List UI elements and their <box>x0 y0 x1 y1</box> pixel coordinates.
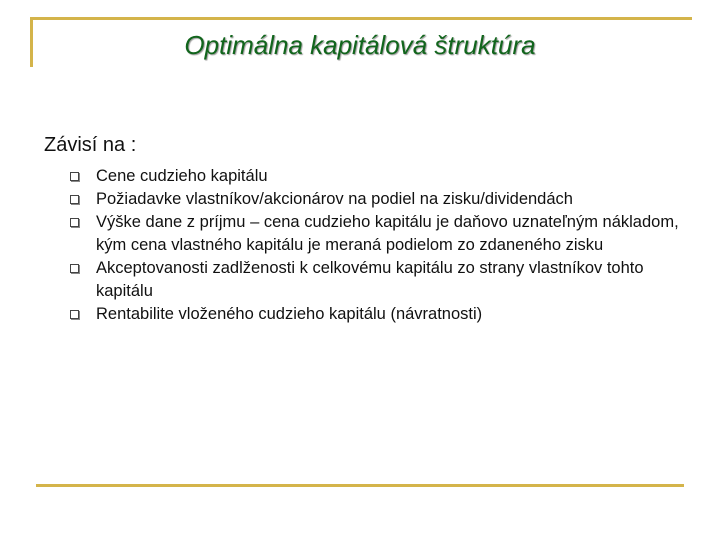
bullet-text: Rentabilite vloženého cudzieho kapitálu (návratnosti) <box>96 305 483 323</box>
square-bullet-icon <box>70 172 79 181</box>
bullet-text: Výške dane z príjmu – cena cudzieho kapitálu je daňovo uznateľným nákladom, kým cena vlastného kapitálu je meraná podielom zo zdaneného zisku <box>96 213 679 254</box>
bottom-frame-line <box>36 484 684 487</box>
bullet-item <box>69 257 689 303</box>
square-bullet-icon <box>70 195 79 204</box>
bullet-list <box>69 165 689 326</box>
left-frame-line <box>30 17 33 67</box>
bullet-item <box>69 165 689 188</box>
bullet-item <box>69 211 689 257</box>
bullet-text: Cene cudzieho kapitálu <box>96 167 268 185</box>
bullet-item <box>69 188 689 211</box>
square-bullet-icon <box>70 264 79 273</box>
bullet-item <box>69 303 689 326</box>
bullet-text: Požiadavke vlastníkov/akcionárov na podiel na zisku/dividendách <box>96 190 573 208</box>
slide-title: Optimálna kapitálová štruktúra <box>184 30 536 60</box>
bullet-text: Akceptovanosti zadlženosti k celkovému kapitálu zo strany vlastníkov tohto kapitálu <box>96 259 644 300</box>
top-frame-line <box>30 17 692 20</box>
square-bullet-icon <box>70 310 79 319</box>
square-bullet-icon <box>70 218 79 227</box>
intro-text: Závisí na : <box>44 134 137 156</box>
